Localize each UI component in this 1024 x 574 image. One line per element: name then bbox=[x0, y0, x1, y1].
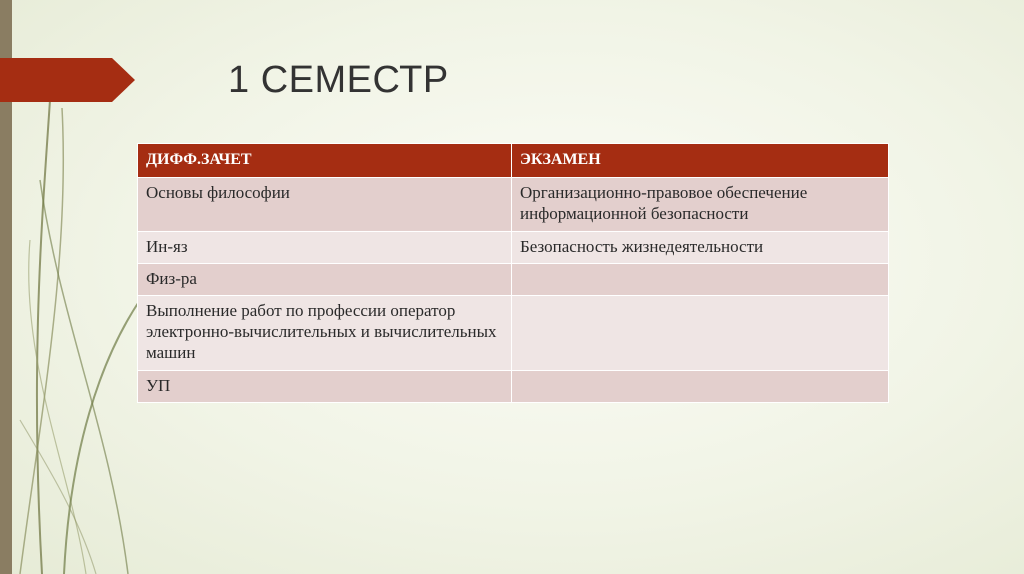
header-credit: ДИФФ.ЗАЧЕТ bbox=[138, 144, 512, 178]
semester-table bbox=[137, 143, 889, 403]
cell-credit: Выполнение работ по профессии оператор электронно-вычислительных и вычислительных машин bbox=[138, 296, 512, 371]
table-row bbox=[138, 296, 889, 371]
cell-exam bbox=[512, 264, 889, 296]
cell-exam: Организационно-правовое обеспечение информационной безопасности bbox=[512, 178, 889, 232]
cell-credit: УП bbox=[138, 371, 512, 403]
cell-exam bbox=[512, 371, 889, 403]
cell-exam: Безопасность жизнедеятельности bbox=[512, 232, 889, 264]
cell-exam bbox=[512, 296, 889, 371]
header-exam: ЭКЗАМЕН bbox=[512, 144, 889, 178]
title-arrow-icon bbox=[0, 58, 135, 102]
cell-credit: Физ-ра bbox=[138, 264, 512, 296]
table-row bbox=[138, 264, 889, 296]
table-row bbox=[138, 178, 889, 232]
table-header-row bbox=[138, 144, 889, 178]
slide-title: 1 СЕМЕСТР bbox=[228, 59, 449, 101]
cell-credit: Ин-яз bbox=[138, 232, 512, 264]
table-row bbox=[138, 371, 889, 403]
table-row bbox=[138, 232, 889, 264]
cell-credit: Основы философии bbox=[138, 178, 512, 232]
